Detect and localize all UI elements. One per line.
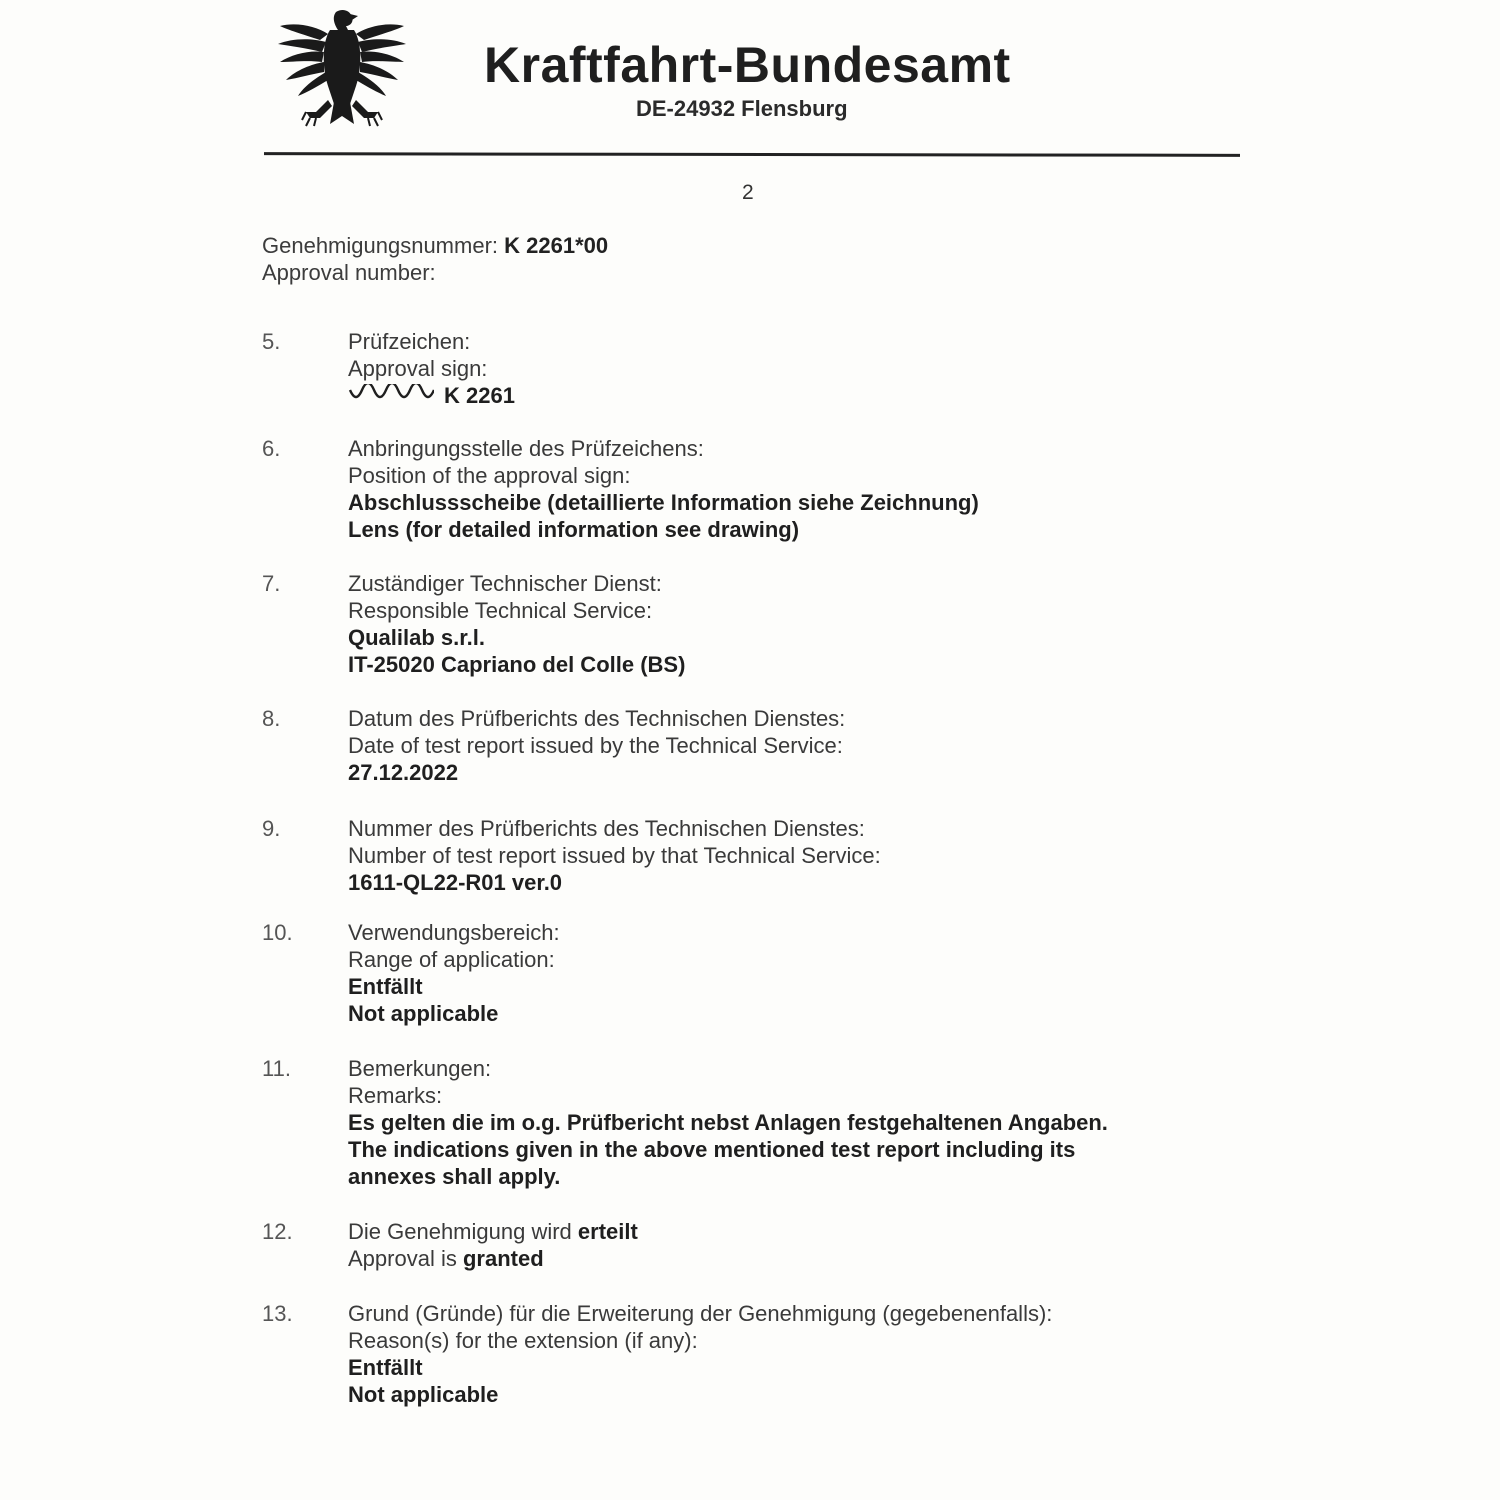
- item-label-en: Responsible Technical Service:: [348, 598, 653, 623]
- item-label-en: Date of test report issued by the Technical Service:: [348, 733, 843, 758]
- item-label-en: Reason(s) for the extension (if any):: [348, 1328, 698, 1353]
- item-value: 1611-QL22-R01 ver.0: [348, 870, 563, 895]
- item-label-de: Datum des Prüfberichts des Technischen Dienstes:: [348, 706, 846, 731]
- item-value: Lens (for detailed information see drawing): [348, 517, 800, 542]
- approval-number-label-de: Genehmigungsnummer:: [262, 233, 499, 258]
- item-label-de: Zuständiger Technischer Dienst:: [348, 571, 662, 596]
- item-number: 10.: [262, 920, 293, 945]
- item-number: 9.: [262, 816, 281, 841]
- item-number: 6.: [262, 436, 281, 461]
- item-number: 7.: [262, 571, 281, 596]
- approval-statement-en: Approval is: [348, 1246, 457, 1271]
- item-label-de: Nummer des Prüfberichts des Technischen Dienstes:: [348, 816, 865, 841]
- approval-status-en: granted: [462, 1246, 544, 1271]
- approval-statement-de: Die Genehmigung wird: [348, 1219, 572, 1244]
- item-label-en: Number of test report issued by that Technical Service:: [348, 843, 881, 868]
- item-label-en: Range of application:: [348, 947, 555, 972]
- approval-number-value: K 2261*00: [504, 233, 609, 258]
- item-label-de: Anbringungsstelle des Prüfzeichens:: [348, 436, 704, 461]
- wave-symbol-icon: [348, 384, 434, 406]
- item-number: 12.: [262, 1219, 293, 1244]
- federal-eagle-icon: [276, 8, 408, 134]
- item-label-de: Prüfzeichen:: [348, 329, 471, 354]
- header-divider: [264, 152, 1240, 157]
- item-label-de: Grund (Gründe) für die Erweiterung der Genehmigung (gegebenenfalls):: [348, 1301, 1053, 1326]
- item-value: Qualilab s.r.l.: [348, 625, 485, 650]
- item-number: 5.: [262, 329, 281, 354]
- item-value: Entfällt: [348, 1355, 423, 1380]
- item-value: Es gelten die im o.g. Prüfbericht nebst Anlagen festgehaltenen Angaben.: [348, 1110, 1108, 1135]
- page-number: 2: [742, 181, 754, 204]
- approval-sign-value: [348, 382, 1228, 409]
- agency-address: DE-24932 Flensburg: [636, 96, 848, 121]
- approval-status-de: erteilt: [577, 1219, 638, 1244]
- approval-number-block: [262, 232, 608, 286]
- item-value: Entfällt: [348, 974, 423, 999]
- item-value: Not applicable: [348, 1001, 499, 1026]
- agency-name: Kraftfahrt-Bundesamt: [484, 37, 1011, 93]
- item-label-en: Approval sign:: [348, 356, 488, 381]
- item-label-en: Position of the approval sign:: [348, 463, 631, 488]
- item-value: Abschlussscheibe (detaillierte Information siehe Zeichnung): [348, 490, 979, 515]
- item-value: The indications given in the above mentioned test report including its: [348, 1137, 1076, 1162]
- item-value: annexes shall apply.: [348, 1164, 561, 1189]
- approval-sign-text: K 2261: [444, 383, 515, 408]
- item-label-de: Verwendungsbereich:: [348, 920, 560, 945]
- item-number: 13.: [262, 1301, 293, 1326]
- item-number: 8.: [262, 706, 281, 731]
- item-value: Not applicable: [348, 1382, 499, 1407]
- item-label-de: Bemerkungen:: [348, 1056, 492, 1081]
- item-number: 11.: [262, 1056, 291, 1081]
- item-label-en: Remarks:: [348, 1083, 443, 1108]
- item-value: IT-25020 Capriano del Colle (BS): [348, 652, 686, 677]
- approval-number-label-en: Approval number:: [262, 260, 436, 285]
- item-value: 27.12.2022: [348, 760, 459, 785]
